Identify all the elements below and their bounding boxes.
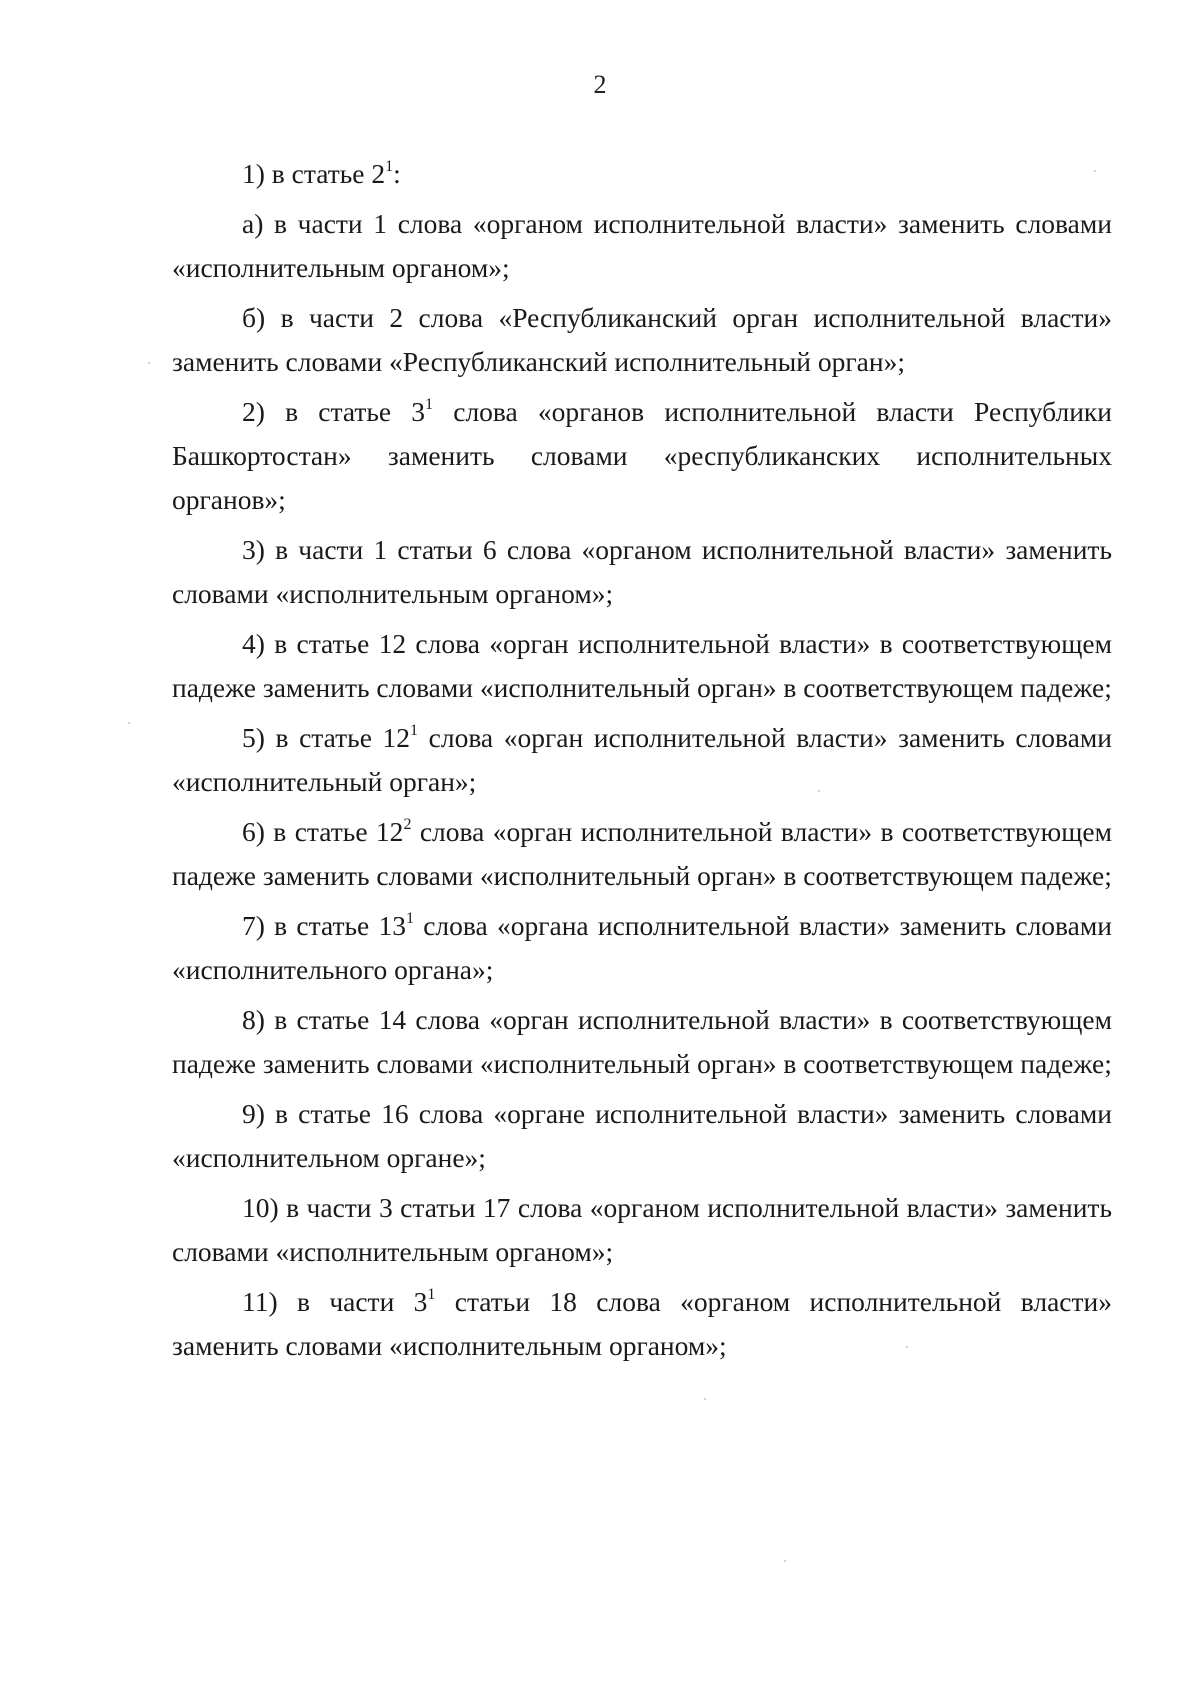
- scan-speck: [128, 722, 130, 724]
- paragraph-item-8: 8) в статье 14 слова «орган исполнительной власти» в соответствующем падеже заменить словами «исполнительный орган» в соответствующем падеже;: [172, 1004, 1112, 1079]
- paragraph-item-1: 1) в статье $2^1$:: [242, 157, 401, 189]
- scan-speck: [1094, 170, 1096, 172]
- document-body: [172, 152, 1112, 1374]
- paragraph-item-4: 4) в статье 12 слова «орган исполнительной власти» в соответствующем падеже заменить словами «исполнительный орган» в соответствующем падеже;: [172, 628, 1112, 703]
- paragraph-item-1b: б) в части 2 слова «Республиканский орган исполнительной власти» заменить словами «Республиканский исполнительный орган»;: [172, 302, 1112, 377]
- paragraph-item-1a: а) в части 1 слова «органом исполнительной власти» заменить словами «исполнительным органом»;: [172, 208, 1112, 283]
- paragraph-item-7: 7) в статье $13^1$ слова «органа исполнительной власти» заменить словами «исполнительного органа»;: [172, 909, 1112, 985]
- page-number: 2: [593, 70, 607, 99]
- paragraph-item-6: 6) в статье $12^2$ слова «орган исполнительной власти» в соответствующем падеже заменить словами «исполнительный орган» в соответствующем падеже;: [172, 815, 1112, 891]
- scan-speck: [818, 790, 820, 792]
- scan-speck: [704, 1398, 706, 1400]
- paragraph-item-10: 10) в части 3 статьи 17 слова «органом исполнительной власти» заменить словами «исполнительным органом»;: [172, 1192, 1112, 1267]
- scan-speck: [784, 1560, 786, 1562]
- paragraph-item-9: 9) в статье 16 слова «органе исполнительной власти» заменить словами «исполнительном органе»;: [172, 1098, 1112, 1173]
- paragraph-item-11: 11) в части $3^1$ статьи 18 слова «органом исполнительной власти» заменить словами «исполнительным органом»;: [172, 1285, 1112, 1361]
- scan-speck: [906, 1346, 908, 1348]
- scan-speck: [148, 362, 150, 364]
- paragraph-item-2: 2) в статье $3^1$ слова «органов исполнительной власти Республики Башкортостан» заменить словами «республиканских исполнительных органов»;: [172, 395, 1113, 515]
- paragraph-item-3: 3) в части 1 статьи 6 слова «органом исполнительной власти» заменить словами «исполнительным органом»;: [172, 534, 1112, 609]
- paragraph-item-5: 5) в статье $12^1$ слова «орган исполнительной власти» заменить словами «исполнительный орган»;: [172, 721, 1112, 797]
